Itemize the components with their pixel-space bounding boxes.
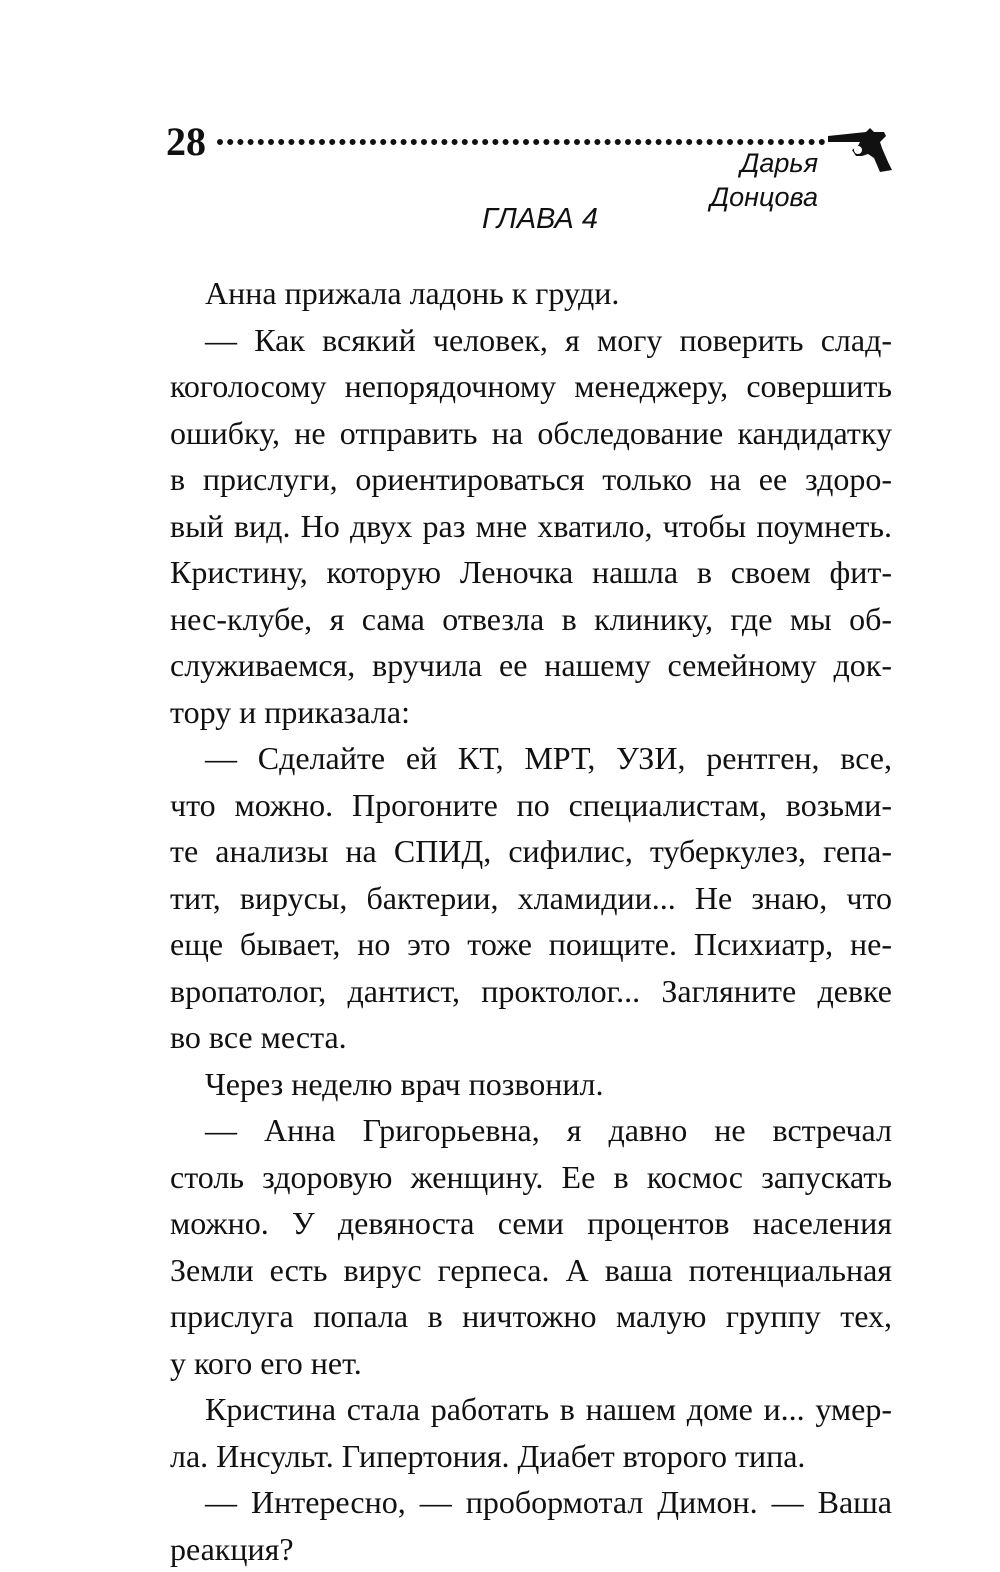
text-line: в прислуги, ориентироваться только на ее здоро- <box>170 456 892 503</box>
body-text <box>170 270 892 1572</box>
text-line: — Сделайте ей КТ, МРТ, УЗИ, рентген, все, <box>170 735 892 782</box>
text-line: Земли есть вирус герпеса. А ваша потенциальная <box>170 1247 892 1294</box>
text-line: тору и приказала: <box>170 689 892 736</box>
text-line: реакция? <box>170 1526 892 1572</box>
revolver-icon <box>826 122 896 174</box>
chapter-title: ГЛАВА 4 <box>0 200 1000 238</box>
text-line: прислуга попала в ничтожно малую группу тех, <box>170 1293 892 1340</box>
text-line: — Интересно, — пробормотал Димон. — Ваша <box>170 1479 892 1526</box>
text-line: Анна прижала ладонь к груди. <box>170 270 892 317</box>
text-line: столь здоровую женщину. Ее в космос запускать <box>170 1154 892 1201</box>
text-line: можно. У девяноста семи процентов населения <box>170 1200 892 1247</box>
author-name: Дарья Донцова <box>630 146 818 214</box>
text-line: Через неделю врач позвонил. <box>170 1061 892 1108</box>
text-line: вый вид. Но двух раз мне хватило, чтобы поумнеть. <box>170 503 892 550</box>
text-line: коголосому непорядочному менеджеру, совершить <box>170 363 892 410</box>
text-line: ла. Инсульт. Гипертония. Диабет второго типа. <box>170 1433 892 1480</box>
text-line: что можно. Прогоните по специалистам, возьми- <box>170 782 892 829</box>
text-line: ошибку, не отправить на обследование кандидатку <box>170 410 892 457</box>
text-line: у кого его нет. <box>170 1340 892 1387</box>
text-line: тит, вирусы, бактерии, хламидии... Не знаю, что <box>170 875 892 922</box>
text-line: — Как всякий человек, я могу поверить слад- <box>170 317 892 364</box>
text-line: еще бывает, но это тоже поищите. Психиатр, не- <box>170 921 892 968</box>
text-line: служиваемся, вручила ее нашему семейному док- <box>170 642 892 689</box>
text-line: Кристина стала работать в нашем доме и... умер- <box>170 1386 892 1433</box>
text-line: во все места. <box>170 1014 892 1061</box>
text-line: те анализы на СПИД, сифилис, туберкулез, гепа- <box>170 828 892 875</box>
text-line: Кристину, которую Леночка нашла в своем фит- <box>170 549 892 596</box>
text-line: вропатолог, дантист, проктолог... Загляните девке <box>170 968 892 1015</box>
text-line: — Анна Григорьевна, я давно не встречал <box>170 1107 892 1154</box>
page-number: 28 <box>166 118 206 166</box>
text-line: нес-клубе, я сама отвезла в клинику, где мы об- <box>170 596 892 643</box>
